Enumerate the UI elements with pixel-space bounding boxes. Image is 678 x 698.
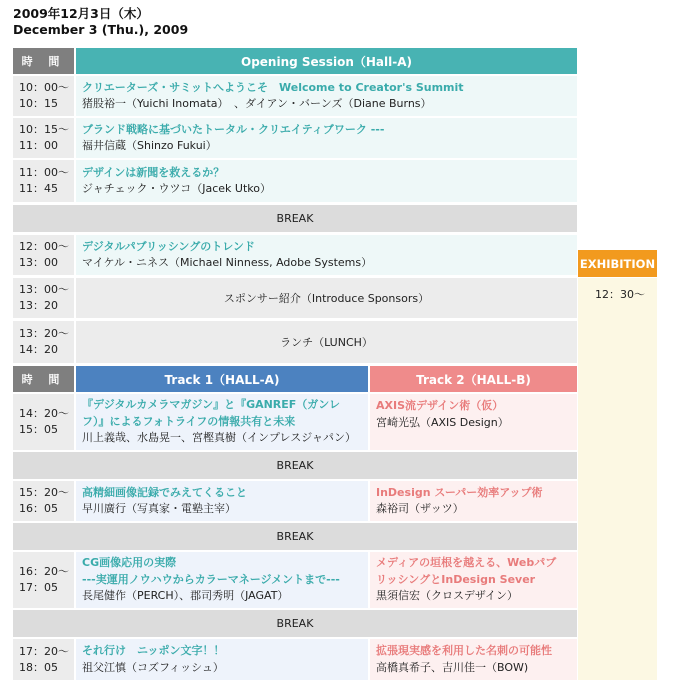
time-end: 13：20 xyxy=(19,299,58,312)
track1-label: Track 1（HALL-A) xyxy=(164,372,280,387)
session-speaker: 黒須信宏（クロスデザイン） xyxy=(376,589,519,603)
time-start: 15：20〜 xyxy=(19,486,69,499)
break-label: BREAK xyxy=(276,459,314,472)
date-english: December 3 (Thu.), 2009 xyxy=(13,22,189,37)
session-title[interactable]: ブランド戦略に基づいたトータル・クリエイティブワーク --- xyxy=(82,122,385,136)
time-header-label: 時 間 xyxy=(21,373,66,386)
track2-session xyxy=(370,394,577,450)
track1-session xyxy=(76,552,368,608)
time-end: 10：15 xyxy=(19,97,58,110)
time-start: 10：00〜 xyxy=(19,81,69,94)
session-speaker: 森裕司（ザッツ） xyxy=(376,502,464,515)
opening-session-label: Opening Session（Hall-A) xyxy=(241,54,412,69)
time-header-label: 時 間 xyxy=(21,55,66,68)
time-slot xyxy=(13,394,74,450)
time-slot xyxy=(13,481,74,521)
time-slot xyxy=(13,321,74,363)
time-end: 15：05 xyxy=(19,423,58,436)
break-row xyxy=(13,523,577,550)
time-start: 13：00〜 xyxy=(19,283,69,296)
exhibition-header xyxy=(578,250,657,277)
session-title[interactable]: InDesign スーパー効率アップ術 xyxy=(376,485,543,499)
session-title[interactable]: CG画像応用の実際 xyxy=(82,556,177,570)
exhibition-column xyxy=(578,278,657,680)
session-speaker: マイケル・ニネス（Michael Ninness, Adobe Systems） xyxy=(82,256,373,269)
time-slot xyxy=(13,76,74,116)
track1-header xyxy=(76,366,368,392)
session-speaker: 猪股裕一（Yuichi Inomata） 、ダイアン・バーンズ（Diane Burns） xyxy=(82,97,432,110)
track2-session xyxy=(370,552,577,608)
session-title[interactable]: デジタルパブリッシングのトレンド xyxy=(82,239,255,253)
time-start: 11：00〜 xyxy=(19,166,69,179)
session-title[interactable]: デザインは新聞を救えるか？ xyxy=(82,165,225,179)
session-speaker: 宮崎光弘（AXIS Design） xyxy=(376,415,509,429)
session-title[interactable]: AXIS流デザイン術（仮） xyxy=(376,399,504,412)
session-cell xyxy=(76,76,577,116)
session-speaker: 長尾健作（PERCH）、郡司秀明（JAGAT） xyxy=(82,589,289,603)
time-slot xyxy=(13,160,74,202)
session-title[interactable]: それ行け ニッポン文字！！ xyxy=(82,644,225,657)
time-slot xyxy=(13,118,74,158)
sponsor-cell xyxy=(76,278,577,318)
time-end: 17：05 xyxy=(19,581,58,594)
session-cell xyxy=(76,118,577,158)
break-label: BREAK xyxy=(276,212,314,225)
track1-session xyxy=(76,639,368,680)
session-cell xyxy=(76,235,577,275)
session-title[interactable]: ---実運用ノウハウからカラーマネージメントまで--- xyxy=(82,572,340,586)
time-start: 17：20〜 xyxy=(19,644,69,658)
time-slot xyxy=(13,552,74,608)
session-speaker: 祖父江慎（コズフィッシュ） xyxy=(82,660,224,674)
time-end: 13：00 xyxy=(19,256,58,269)
time-end: 11：00 xyxy=(19,139,58,152)
session-title[interactable]: フ）』によるフォトライフの情報共有と未来 xyxy=(82,414,296,428)
sponsor-label: スポンサー紹介（Introduce Sponsors） xyxy=(223,292,430,305)
time-end: 18：05 xyxy=(19,660,58,674)
session-speaker: 川上義哉、水島晃一、宮樫真樹（インプレスジャパン） xyxy=(82,431,357,445)
break-row xyxy=(13,452,577,479)
session-speaker: 早川廣行（写真家・電塾主宰） xyxy=(82,502,236,515)
break-label: BREAK xyxy=(276,530,314,543)
session-cell xyxy=(76,160,577,202)
track2-session xyxy=(370,639,577,680)
track2-session xyxy=(370,481,577,521)
session-speaker: 福井信蔵（Shinzo Fukui） xyxy=(82,139,217,152)
exhibition-time: 12：30〜 xyxy=(595,288,645,301)
session-title[interactable]: 『デジタルカメラマガジン』と『GANREF（ガンレ xyxy=(82,398,341,412)
time-start: 13：20〜 xyxy=(19,327,69,340)
time-end: 14：20 xyxy=(19,343,58,356)
session-speaker: 高橋真希子、吉川佳一（BOW) xyxy=(376,660,529,674)
time-slot xyxy=(13,235,74,275)
time-slot xyxy=(13,278,74,318)
session-title[interactable]: メディアの垣根を越える、Webパブ xyxy=(376,556,557,570)
time-slot xyxy=(13,639,74,680)
session-title[interactable]: 拡張現実感を利用した名刺の可能性 xyxy=(376,644,552,657)
time-start: 10：15〜 xyxy=(19,123,69,136)
opening-session-header xyxy=(76,48,577,74)
session-title[interactable]: クリエーターズ・サミットへようこそ Welcome to Creator's Summit xyxy=(82,80,464,94)
time-header xyxy=(13,48,74,74)
time-end: 11：45 xyxy=(19,182,58,195)
schedule-date xyxy=(13,6,188,38)
time-end: 16：05 xyxy=(19,502,58,515)
time-header xyxy=(13,366,74,392)
time-start: 14：20〜 xyxy=(19,407,69,420)
track2-label: Track 2（HALL-B) xyxy=(416,372,531,387)
date-japanese: 2009年12月3日（木） xyxy=(13,6,149,21)
session-title[interactable]: リッシングとInDesign Sever xyxy=(376,572,536,586)
track2-header xyxy=(370,366,577,392)
time-start: 12：00〜 xyxy=(19,240,69,253)
session-speaker: ジャチェック・ウツコ（Jacek Utko） xyxy=(82,182,271,195)
time-start: 16：20〜 xyxy=(19,565,69,578)
break-row xyxy=(13,205,577,232)
track1-session xyxy=(76,481,368,521)
track1-session xyxy=(76,394,368,450)
lunch-label: ランチ（LUNCH） xyxy=(280,336,373,349)
session-title[interactable]: 高精細画像記録でみえてくること xyxy=(82,485,247,499)
break-label: BREAK xyxy=(276,617,314,630)
lunch-cell xyxy=(76,321,577,363)
exhibition-label: EXHIBITION xyxy=(579,256,656,271)
break-row xyxy=(13,610,577,637)
